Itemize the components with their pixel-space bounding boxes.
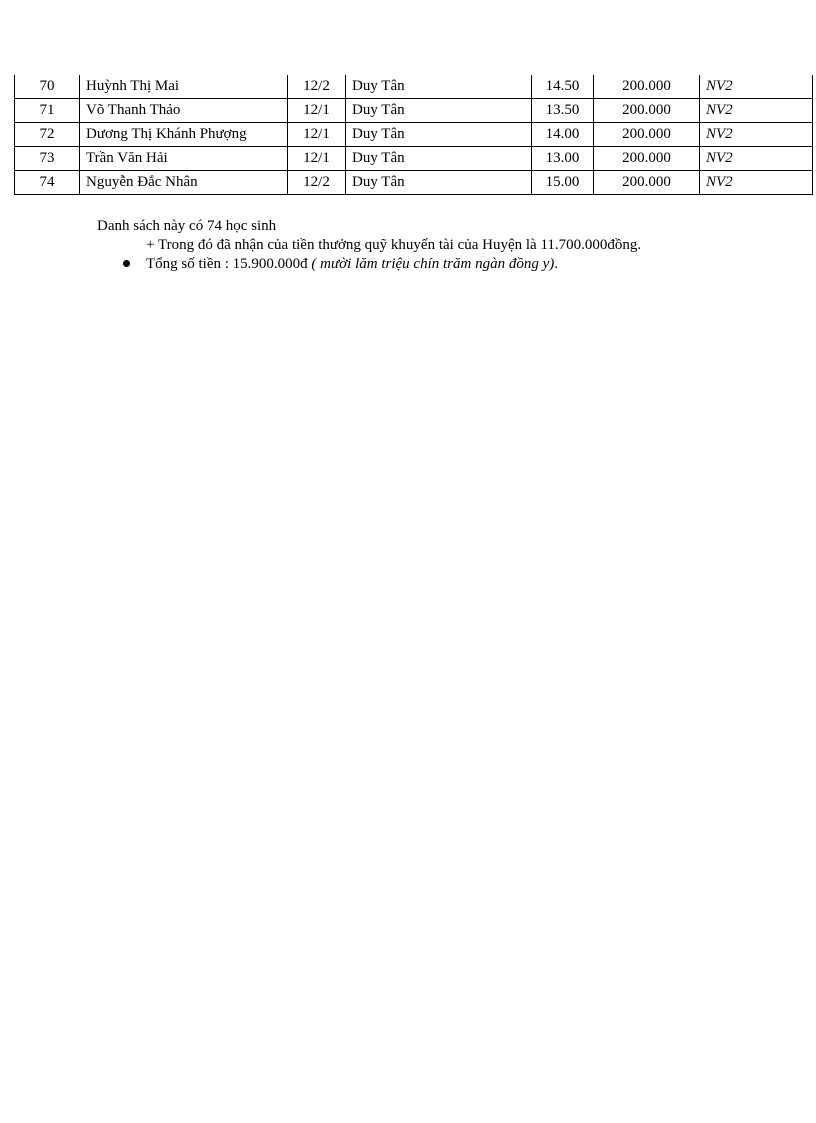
school-cell: Duy Tân — [346, 123, 532, 147]
amount-cell: 200.000 — [594, 171, 700, 195]
student-name: Nguyễn Đắc Nhân — [80, 171, 288, 195]
row-number: 73 — [15, 147, 80, 171]
row-number: 70 — [15, 75, 80, 99]
total-amount-text: Tổng số tiền : 15.900.000đ — [146, 256, 312, 272]
school-cell: Duy Tân — [346, 147, 532, 171]
student-name: Huỳnh Thị Mai — [80, 75, 288, 99]
class-cell: 12/1 — [288, 123, 346, 147]
school-cell: Duy Tân — [346, 99, 532, 123]
note-cell: NV2 — [700, 171, 813, 195]
student-name: Trần Văn Hải — [80, 147, 288, 171]
total-amount-in-words: ( mười lăm triệu chín trăm ngàn đồng y) — [311, 256, 555, 272]
total-amount-line — [123, 255, 797, 274]
score-cell: 14.50 — [532, 75, 594, 99]
total-amount-end: . — [554, 256, 558, 272]
class-cell: 12/1 — [288, 99, 346, 123]
class-cell: 12/2 — [288, 171, 346, 195]
class-cell: 12/2 — [288, 75, 346, 99]
note-cell: NV2 — [700, 75, 813, 99]
student-count-text: Danh sách này có 74 học sinh — [97, 218, 277, 234]
student-name: Võ Thanh Thảo — [80, 99, 288, 123]
school-cell: Duy Tân — [346, 171, 532, 195]
row-number: 72 — [15, 123, 80, 147]
amount-cell: 200.000 — [594, 99, 700, 123]
score-cell: 13.50 — [532, 99, 594, 123]
amount-cell: 200.000 — [594, 75, 700, 99]
row-number: 71 — [15, 99, 80, 123]
score-cell: 14.00 — [532, 123, 594, 147]
table-row — [15, 147, 813, 171]
school-cell: Duy Tân — [346, 75, 532, 99]
note-cell: NV2 — [700, 123, 813, 147]
row-number: 74 — [15, 171, 80, 195]
table-body — [15, 75, 813, 195]
table-row — [15, 99, 813, 123]
bullet-icon — [123, 260, 130, 267]
score-cell: 13.00 — [532, 147, 594, 171]
class-cell: 12/1 — [288, 147, 346, 171]
received-amount-text: + Trong đó đã nhận của tiền thưởng quỹ khuyến tài của Huyện là 11.700.000đồng. — [146, 237, 642, 253]
scholarship-table — [14, 75, 813, 195]
amount-cell: 200.000 — [594, 147, 700, 171]
amount-cell: 200.000 — [594, 123, 700, 147]
note-cell: NV2 — [700, 147, 813, 171]
note-cell: NV2 — [700, 99, 813, 123]
table-row — [15, 123, 813, 147]
summary-section — [97, 217, 797, 274]
score-cell: 15.00 — [532, 171, 594, 195]
table-row — [15, 171, 813, 195]
table-row — [15, 75, 813, 99]
student-name: Dương Thị Khánh Phượng — [80, 123, 288, 147]
